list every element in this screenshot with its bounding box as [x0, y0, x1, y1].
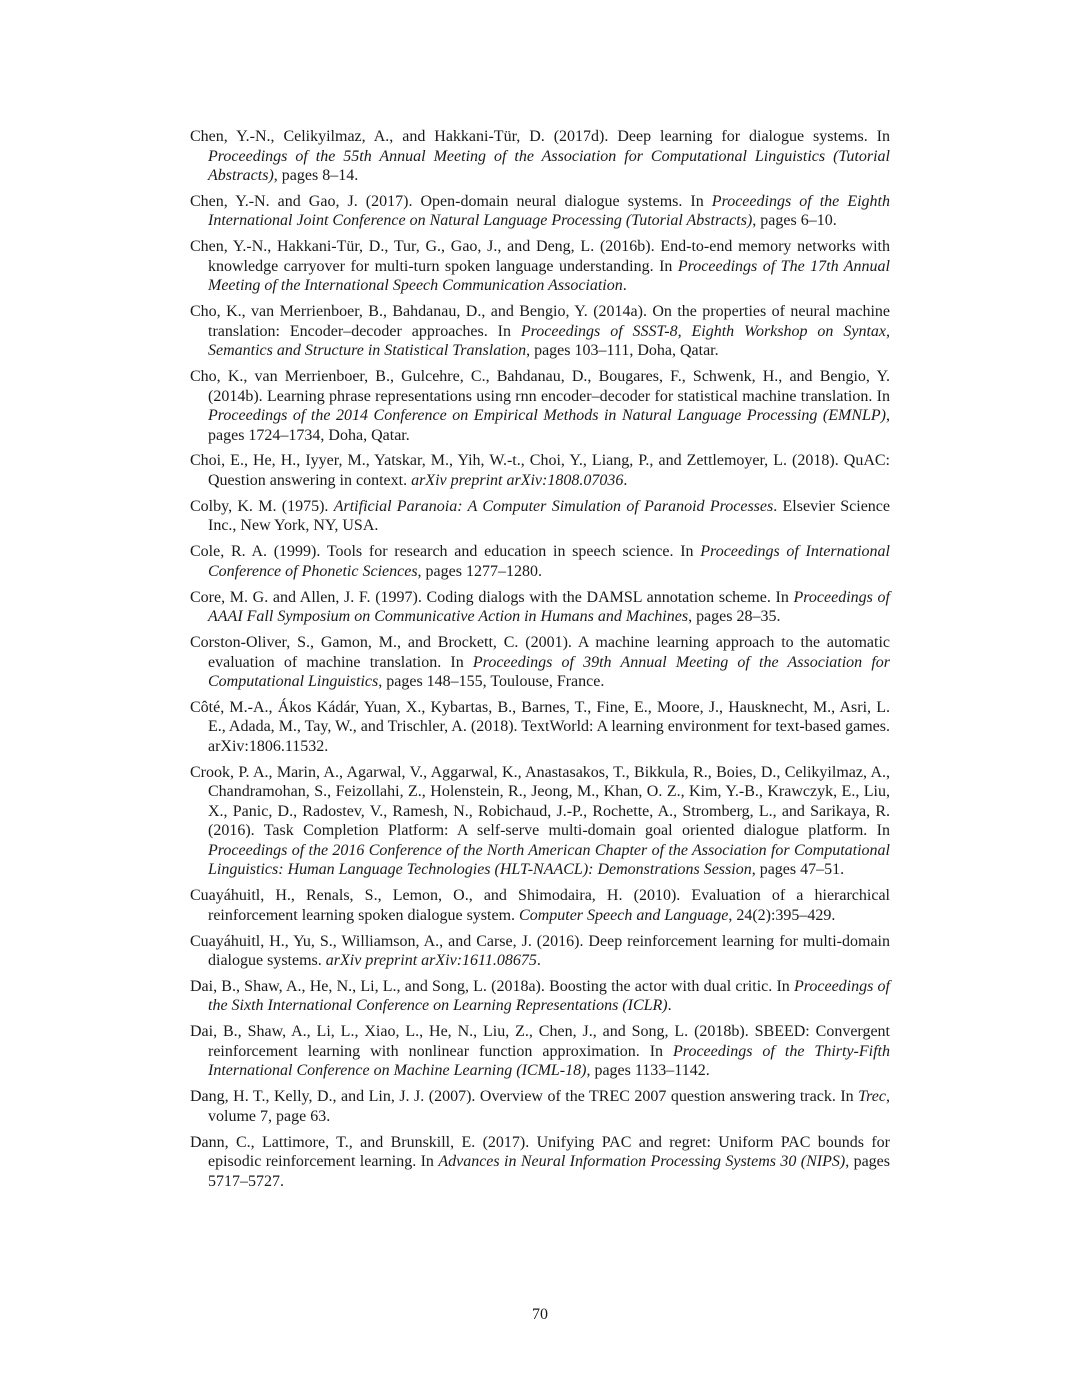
reference-entry	[190, 633, 890, 692]
reference-venue: arXiv preprint arXiv:1808.07036	[411, 471, 624, 489]
reference-text: Cuayáhuitl, H., Renals, S., Lemon, O., and Shimodaira, H. (2010). Evaluation of a hierarchical reinforcement learning spoken dialogue system.	[190, 887, 890, 924]
reference-entry	[190, 1022, 890, 1081]
reference-venue: Proceedings of the Sixth International Conference on Learning Representations (ICLR)	[208, 977, 890, 1015]
reference-list	[190, 127, 890, 1198]
reference-entry	[190, 977, 890, 1016]
reference-venue: Proceedings of the 2014 Conference on Empirical Methods in Natural Language Processing (EMNLP)	[208, 407, 886, 425]
page-number: 70	[532, 1306, 548, 1323]
reference-tail: , pages 103–111, Doha, Qatar.	[526, 342, 719, 360]
reference-entry	[190, 497, 890, 536]
reference-entry	[190, 542, 890, 581]
reference-venue: Artificial Paranoia: A Computer Simulation of Paranoid Processes	[333, 497, 774, 515]
reference-venue: Trec	[858, 1088, 886, 1106]
reference-text: Dai, B., Shaw, A., He, N., Li, L., and Song, L. (2018a). Boosting the actor with dual critic. In	[190, 977, 794, 995]
reference-text: Cho, K., van Merrienboer, B., Gulcehre, C., Bahdanau, D., Bougares, F., Schwenk, H., and Bengio, Y. (2014b). Learning phrase representations using rnn encoder–decoder for statistical machine translation. In	[190, 368, 890, 405]
reference-entry	[190, 237, 890, 296]
reference-text: Dann, C., Lattimore, T., and Brunskill, E. (2017). Unifying PAC and regret: Uniform PAC bounds for episodic reinforcement learning. In	[190, 1133, 890, 1171]
reference-tail: , pages 8–14.	[273, 167, 359, 184]
reference-text: Corston-Oliver, S., Gamon, M., and Brockett, C. (2001). A machine learning approach to the automatic evaluation of machine translation. In	[190, 634, 890, 671]
reference-text: Cuayáhuitl, H., Yu, S., Williamson, A., and Carse, J. (2016). Deep reinforcement learning for multi-domain dialogue systems.	[190, 932, 890, 970]
reference-entry	[190, 1133, 890, 1192]
reference-text: Dang, H. T., Kelly, D., and Lin, J. J. (2007). Overview of the TREC 2007 question answering track. In	[190, 1088, 859, 1106]
reference-text: Cole, R. A. (1999). Tools for research and education in speech science. In	[190, 543, 701, 561]
reference-venue: Proceedings of The 17th Annual Meeting of the International Speech Communication Association	[208, 257, 890, 295]
reference-venue: Proceedings of the 2016 Conference of the North American Chapter of the Association for Computational Linguistics: Human Language Technologies (HLT-NAACL): Demonstrations Session	[208, 841, 890, 879]
reference-tail: , 24(2):395–429.	[728, 906, 836, 924]
reference-tail: .	[536, 952, 541, 970]
reference-entry	[190, 886, 890, 925]
reference-tail: .	[623, 471, 628, 489]
reference-venue: Proceedings of SSST-8, Eighth Workshop on Syntax, Semantics and Structure in Statistical Translation	[208, 322, 890, 360]
reference-tail: .	[622, 277, 627, 295]
reference-text: Côté, M.-A., Ákos Kádár, Yuan, X., Kybartas, B., Barnes, T., Fine, E., Moore, J., Hausknecht, M., Asri, L. E., Adada, M., Tay, W., and Trischler, A. (2018). TextWorld: A learning environment for text-based games. arXiv:1806.11532.	[190, 698, 890, 755]
reference-venue: Proceedings of International Conference of Phonetic Sciences	[208, 543, 890, 580]
reference-tail: . Elsevier Science Inc., New York, NY, USA.	[208, 497, 891, 535]
reference-text: Colby, K. M. (1975).	[190, 497, 334, 515]
reference-venue: Proceedings of AAAI Fall Symposium on Communicative Action in Humans and Machines	[208, 588, 891, 626]
reference-entry	[190, 192, 890, 231]
reference-text: Crook, P. A., Marin, A., Agarwal, V., Aggarwal, K., Anastasakos, T., Bikkula, R., Boies, D., Celikyilmaz, A., Chandramohan, S., Feizollahi, Z., Holenstein, R., Jeong, M., Khan, O. Z., Kim, Y.-B., Krawczyk, E., Liu, X., Panic, D., Radostev, V., Ramesh, N., Robichaud, J.-P., Rochette, A., Stromberg, L., and Sarikaya, R. (2016). Task Completion Platform: A self-serve multi-domain goal oriented dialogue platform. In	[190, 763, 890, 840]
reference-venue: Proceedings of 39th Annual Meeting of the Association for Computational Linguistics	[208, 653, 890, 691]
reference-tail: , pages 1724–1734, Doha, Qatar.	[208, 407, 890, 444]
reference-tail: , pages 47–51.	[751, 861, 845, 879]
reference-tail: , pages 1277–1280.	[417, 562, 542, 580]
reference-text: Chen, Y.-N., Hakkani-Tür, D., Tur, G., Gao, J., and Deng, L. (2016b). End-to-end memory networks with knowledge carryover for multi-turn spoken language understanding. In	[190, 238, 890, 275]
reference-text: Choi, E., He, H., Iyyer, M., Yatskar, M., Yih, W.-t., Choi, Y., Liang, P., and Zettlemoyer, L. (2018). QuAC: Question answering in context.	[190, 452, 890, 489]
reference-entry	[190, 451, 890, 490]
reference-venue: arXiv preprint arXiv:1611.08675	[325, 952, 537, 970]
reference-tail: , pages 5717–5727.	[208, 1153, 891, 1190]
reference-entry	[190, 302, 890, 361]
reference-entry	[190, 763, 890, 880]
reference-text: Core, M. G. and Allen, J. F. (1997). Coding dialogs with the DAMSL annotation scheme. In	[190, 588, 794, 606]
reference-venue: Proceedings of the Thirty-Fifth International Conference on Machine Learning (ICML-18)	[208, 1042, 890, 1080]
reference-venue: Proceedings of the Eighth International Joint Conference on Natural Language Processing (Tutorial Abstracts)	[208, 192, 890, 230]
reference-entry	[190, 698, 890, 757]
reference-entry	[190, 932, 890, 971]
reference-venue: Advances in Neural Information Processing Systems 30 (NIPS)	[438, 1153, 846, 1171]
reference-text: Chen, Y.-N. and Gao, J. (2017). Open-domain neural dialogue systems. In	[190, 192, 712, 210]
reference-text: Dai, B., Shaw, A., Li, L., Xiao, L., He, N., Liu, Z., Chen, J., and Song, L. (2018b). SBEED: Convergent reinforcement learning with nonlinear function approximation. In	[190, 1023, 890, 1060]
reference-tail: , pages 148–155, Toulouse, France.	[378, 673, 605, 691]
reference-tail: .	[667, 997, 672, 1015]
reference-entry	[190, 127, 890, 186]
reference-entry	[190, 367, 890, 445]
reference-entry	[190, 1087, 890, 1126]
reference-tail: , volume 7, page 63.	[208, 1088, 890, 1125]
reference-tail: , pages 6–10.	[752, 212, 837, 230]
reference-venue: Proceedings of the 55th Annual Meeting of the Association for Computational Linguistics (Tutorial Abstracts)	[208, 147, 890, 184]
reference-venue: Computer Speech and Language	[519, 906, 729, 924]
reference-text: Chen, Y.-N., Celikyilmaz, A., and Hakkani-Tür, D. (2017d). Deep learning for dialogue systems. In	[190, 128, 890, 145]
reference-tail: , pages 28–35.	[688, 608, 781, 626]
reference-tail: , pages 1133–1142.	[586, 1062, 710, 1080]
reference-text: Cho, K., van Merrienboer, B., Bahdanau, D., and Bengio, Y. (2014a). On the properties of neural machine translation: Encoder–decoder approaches. In	[190, 303, 890, 340]
reference-entry	[190, 588, 890, 627]
